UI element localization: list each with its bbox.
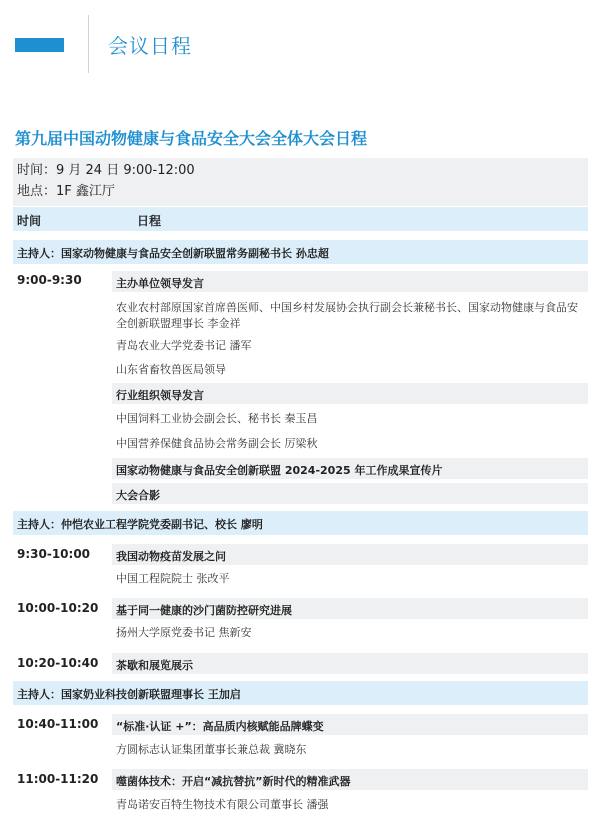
topic-row [112, 598, 588, 619]
host-label: 主持人：国家动物健康与食品安全创新联盟常务副秘书长 孙忠超 [17, 247, 329, 260]
agenda-place: 地点：1F 鑫江厅 [17, 184, 115, 199]
speaker: 中国营养保健食品协会常务副会长 厉梁秋 [116, 437, 318, 450]
host-row [13, 681, 588, 705]
topic-row [112, 458, 588, 479]
topic-row [112, 383, 588, 404]
host-label: 主持人：仲恺农业工程学院党委副书记、校长 廖明 [17, 518, 263, 531]
time-slot: 11:00-11:20 [17, 772, 99, 786]
topic-label: 大会合影 [116, 489, 160, 502]
topic-label: 基于同一健康的沙门菌防控研究进展 [116, 604, 292, 617]
topic-row [112, 714, 588, 735]
topic-row [112, 544, 588, 565]
column-header-time: 时间 [17, 214, 42, 228]
speaker: 中国饲料工业协会副会长、秘书长 秦玉昌 [116, 412, 318, 425]
topic-label: 行业组织领导发言 [116, 389, 204, 402]
page-title: 会议日程 [108, 34, 192, 58]
header-divider [88, 15, 89, 73]
time-slot: 9:30-10:00 [17, 547, 91, 561]
time-slot: 10:00-10:20 [17, 601, 99, 615]
host-row [13, 511, 588, 535]
speaker: 中国工程院院士 张改平 [116, 572, 230, 585]
time-slot: 9:00-9:30 [17, 273, 82, 287]
topic-label: 国家动物健康与食品安全创新联盟 2024-2025 年工作成果宣传片 [116, 464, 443, 477]
topic-row [112, 271, 588, 292]
topic-label: “标准·认证 +”：高品质内核赋能品牌蝶变 [116, 720, 324, 733]
speaker: 扬州大学原党委书记 焦新安 [116, 626, 252, 639]
agenda-time: 时间：9 月 24 日 9:00-12:00 [17, 163, 195, 178]
agenda-title: 第九届中国动物健康与食品安全大会全体大会日程 [15, 129, 368, 148]
table-header [13, 207, 588, 231]
speaker: 青岛诺安百特生物技术有限公司董事长 潘强 [116, 798, 329, 811]
topic-label: 噬菌体技术：开启“减抗替抗”新时代的精准武器 [116, 775, 351, 788]
topic-row [112, 653, 588, 674]
speaker: 农业农村部原国家首席兽医师、中国乡村发展协会执行副会长兼秘书长、国家动物健康与食品安全创新联盟理事长 李金祥 [116, 301, 578, 330]
column-header-schedule: 日程 [137, 214, 162, 228]
header-accent-bar [15, 38, 64, 52]
time-slot: 10:20-10:40 [17, 656, 99, 670]
topic-row [112, 769, 588, 790]
speaker: 青岛农业大学党委书记 潘军 [116, 339, 252, 352]
time-slot: 10:40-11:00 [17, 717, 99, 731]
host-label: 主持人：国家奶业科技创新联盟理事长 王加启 [17, 688, 241, 701]
topic-label: 茶歇和展览展示 [116, 659, 193, 672]
speaker: 山东省畜牧兽医局领导 [116, 363, 226, 376]
topic-label: 主办单位领导发言 [116, 277, 204, 290]
agenda-info [13, 158, 588, 206]
topic-label: 我国动物疫苗发展之问 [116, 550, 226, 563]
host-row [13, 240, 588, 264]
speaker: 方圆标志认证集团董事长兼总裁 冀晓东 [116, 743, 307, 756]
topic-row [112, 483, 588, 504]
